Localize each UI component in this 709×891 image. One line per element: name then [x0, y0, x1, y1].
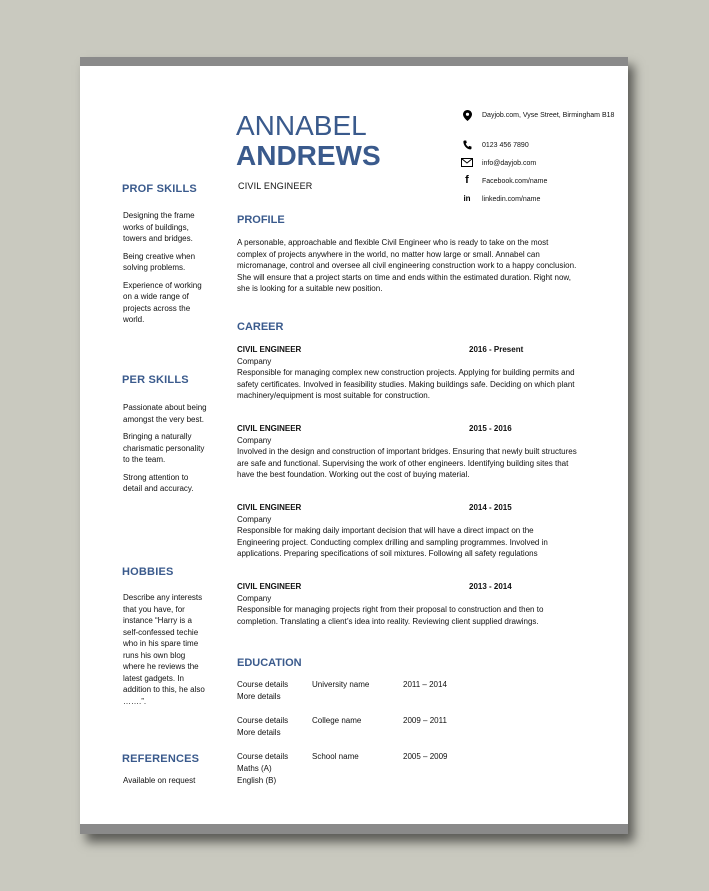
- edu-dates: 2009 – 2011: [403, 716, 447, 725]
- edu-school: University name: [312, 680, 370, 689]
- references-title: REFERENCES: [122, 753, 200, 765]
- career-role: CIVIL ENGINEER: [237, 503, 302, 512]
- edu-extra: English (B): [237, 776, 277, 785]
- profile-text: A personable, approachable and flexible Civil Engineer who is ready to take on the most complex of projects anywhere in the world, no matter how large or small. Annabel can micromanage, control and oversee all civil engineering construction work to a happy conclusion. She will ensure that a project starts on time and ends within the estimated duration. Right now, she is looking for a suitable new position.: [237, 238, 577, 293]
- career-dates: 2015 - 2016: [469, 424, 512, 433]
- career-role: CIVIL ENGINEER: [237, 424, 302, 433]
- edu-extra: More details: [237, 728, 281, 737]
- career-entry: [237, 581, 577, 627]
- career-role: CIVIL ENGINEER: [237, 345, 302, 354]
- edu-extra: Maths (A): [237, 764, 272, 773]
- linkedin-icon: in: [463, 194, 471, 203]
- career-description: Responsible for managing projects right from their proposal to construction and then to completion. Translating a client’s idea into reality. Reviewing client supplied drawings.: [237, 605, 544, 626]
- per-skills-title: PER SKILLS: [122, 374, 189, 386]
- profile-title: PROFILE: [237, 214, 285, 226]
- edu-dates: 2011 – 2014: [403, 680, 447, 689]
- hobbies-text: Describe any interests that you have, for instance “Harry is a self-confessed techie who in his spare time runs his own blog where he reviews the latest gadgets. In addition to this, he also …….”.: [123, 593, 205, 706]
- edu-course: Course details: [237, 680, 289, 689]
- career-description: Responsible for managing complex new construction projects. Applying for building permits and safety certificates. Involved in feasibility studies. Making buildings safe. Deciding on which plant machinery/equipment is most suitable for construction.: [237, 368, 575, 400]
- email-icon: [460, 158, 474, 169]
- career-description: Responsible for making daily important decision that will have a direct impact on the Engineering project. Conducting complex drilling and sampling programmes. Involved in applications. Preparing specifications of soil mixtures. Following all safety regulations: [237, 526, 548, 558]
- references-text: Available on request: [123, 776, 196, 785]
- bottom-bar: [80, 824, 628, 834]
- career-company: Company: [237, 435, 272, 445]
- per-skill-item: Strong attention to detail and accuracy.: [123, 472, 194, 493]
- phone-icon: [460, 140, 474, 152]
- facebook-text[interactable]: Facebook.com/name: [482, 178, 548, 185]
- career-entry: [237, 502, 577, 560]
- career-company: Company: [237, 593, 272, 603]
- education-title: EDUCATION: [237, 657, 302, 669]
- per-skill-item: Passionate about being amongst the very best.: [123, 403, 207, 424]
- career-title: CAREER: [237, 321, 284, 333]
- top-bar: [80, 57, 628, 66]
- last-name: ANDREWS: [236, 140, 381, 171]
- per-skill-item: Bringing a naturally charismatic personality to the team.: [123, 432, 205, 464]
- prof-skill-item: Being creative when solving problems.: [123, 251, 196, 272]
- career-entry: [237, 423, 577, 481]
- career-entry: [237, 344, 577, 402]
- contact-email: [460, 157, 620, 175]
- contact-linkedin: [460, 193, 620, 211]
- email-text[interactable]: info@dayjob.com: [482, 160, 537, 167]
- career-company: Company: [237, 514, 272, 524]
- contact-facebook: [460, 175, 620, 193]
- per-skills-list: [123, 402, 209, 501]
- job-title: CIVIL ENGINEER: [238, 181, 313, 191]
- career-dates: 2016 - Present: [469, 345, 524, 354]
- hobbies-title: HOBBIES: [122, 566, 174, 578]
- career-description: Involved in the design and construction of important bridges. Ensuring that newly built structures are safe and functional. Supervising the work of other engineers. Identifying building sites that have the best foundation. Working out the cost of buying material.: [237, 447, 577, 479]
- prof-skill-item: Designing the frame works of buildings, towers and bridges.: [123, 211, 195, 243]
- phone-text: 0123 456 7890: [482, 142, 529, 149]
- career-company: Company: [237, 356, 272, 366]
- prof-skills-list: [123, 210, 209, 332]
- linkedin-text[interactable]: linkedin.com/name: [482, 196, 541, 203]
- contact-block: [460, 109, 620, 211]
- career-dates: 2013 - 2014: [469, 582, 512, 591]
- facebook-icon: f: [465, 174, 469, 186]
- edu-school: School name: [312, 752, 359, 761]
- first-name: ANNABEL: [236, 110, 367, 141]
- edu-school: College name: [312, 716, 362, 725]
- edu-course: Course details: [237, 716, 289, 725]
- career-role: CIVIL ENGINEER: [237, 582, 302, 591]
- prof-skills-title: PROF SKILLS: [122, 183, 197, 195]
- contact-address: [460, 109, 620, 139]
- contact-phone: [460, 139, 620, 157]
- edu-dates: 2005 – 2009: [403, 752, 448, 761]
- prof-skill-item: Experience of working on a wide range of projects across the world.: [123, 280, 202, 324]
- resume-page: [80, 57, 628, 834]
- address-text: Dayjob.com, Vyse Street, Birmingham B18: [482, 112, 615, 119]
- location-pin-icon: [460, 110, 474, 123]
- edu-course: Course details: [237, 752, 289, 761]
- edu-extra: More details: [237, 692, 281, 701]
- career-dates: 2014 - 2015: [469, 503, 512, 512]
